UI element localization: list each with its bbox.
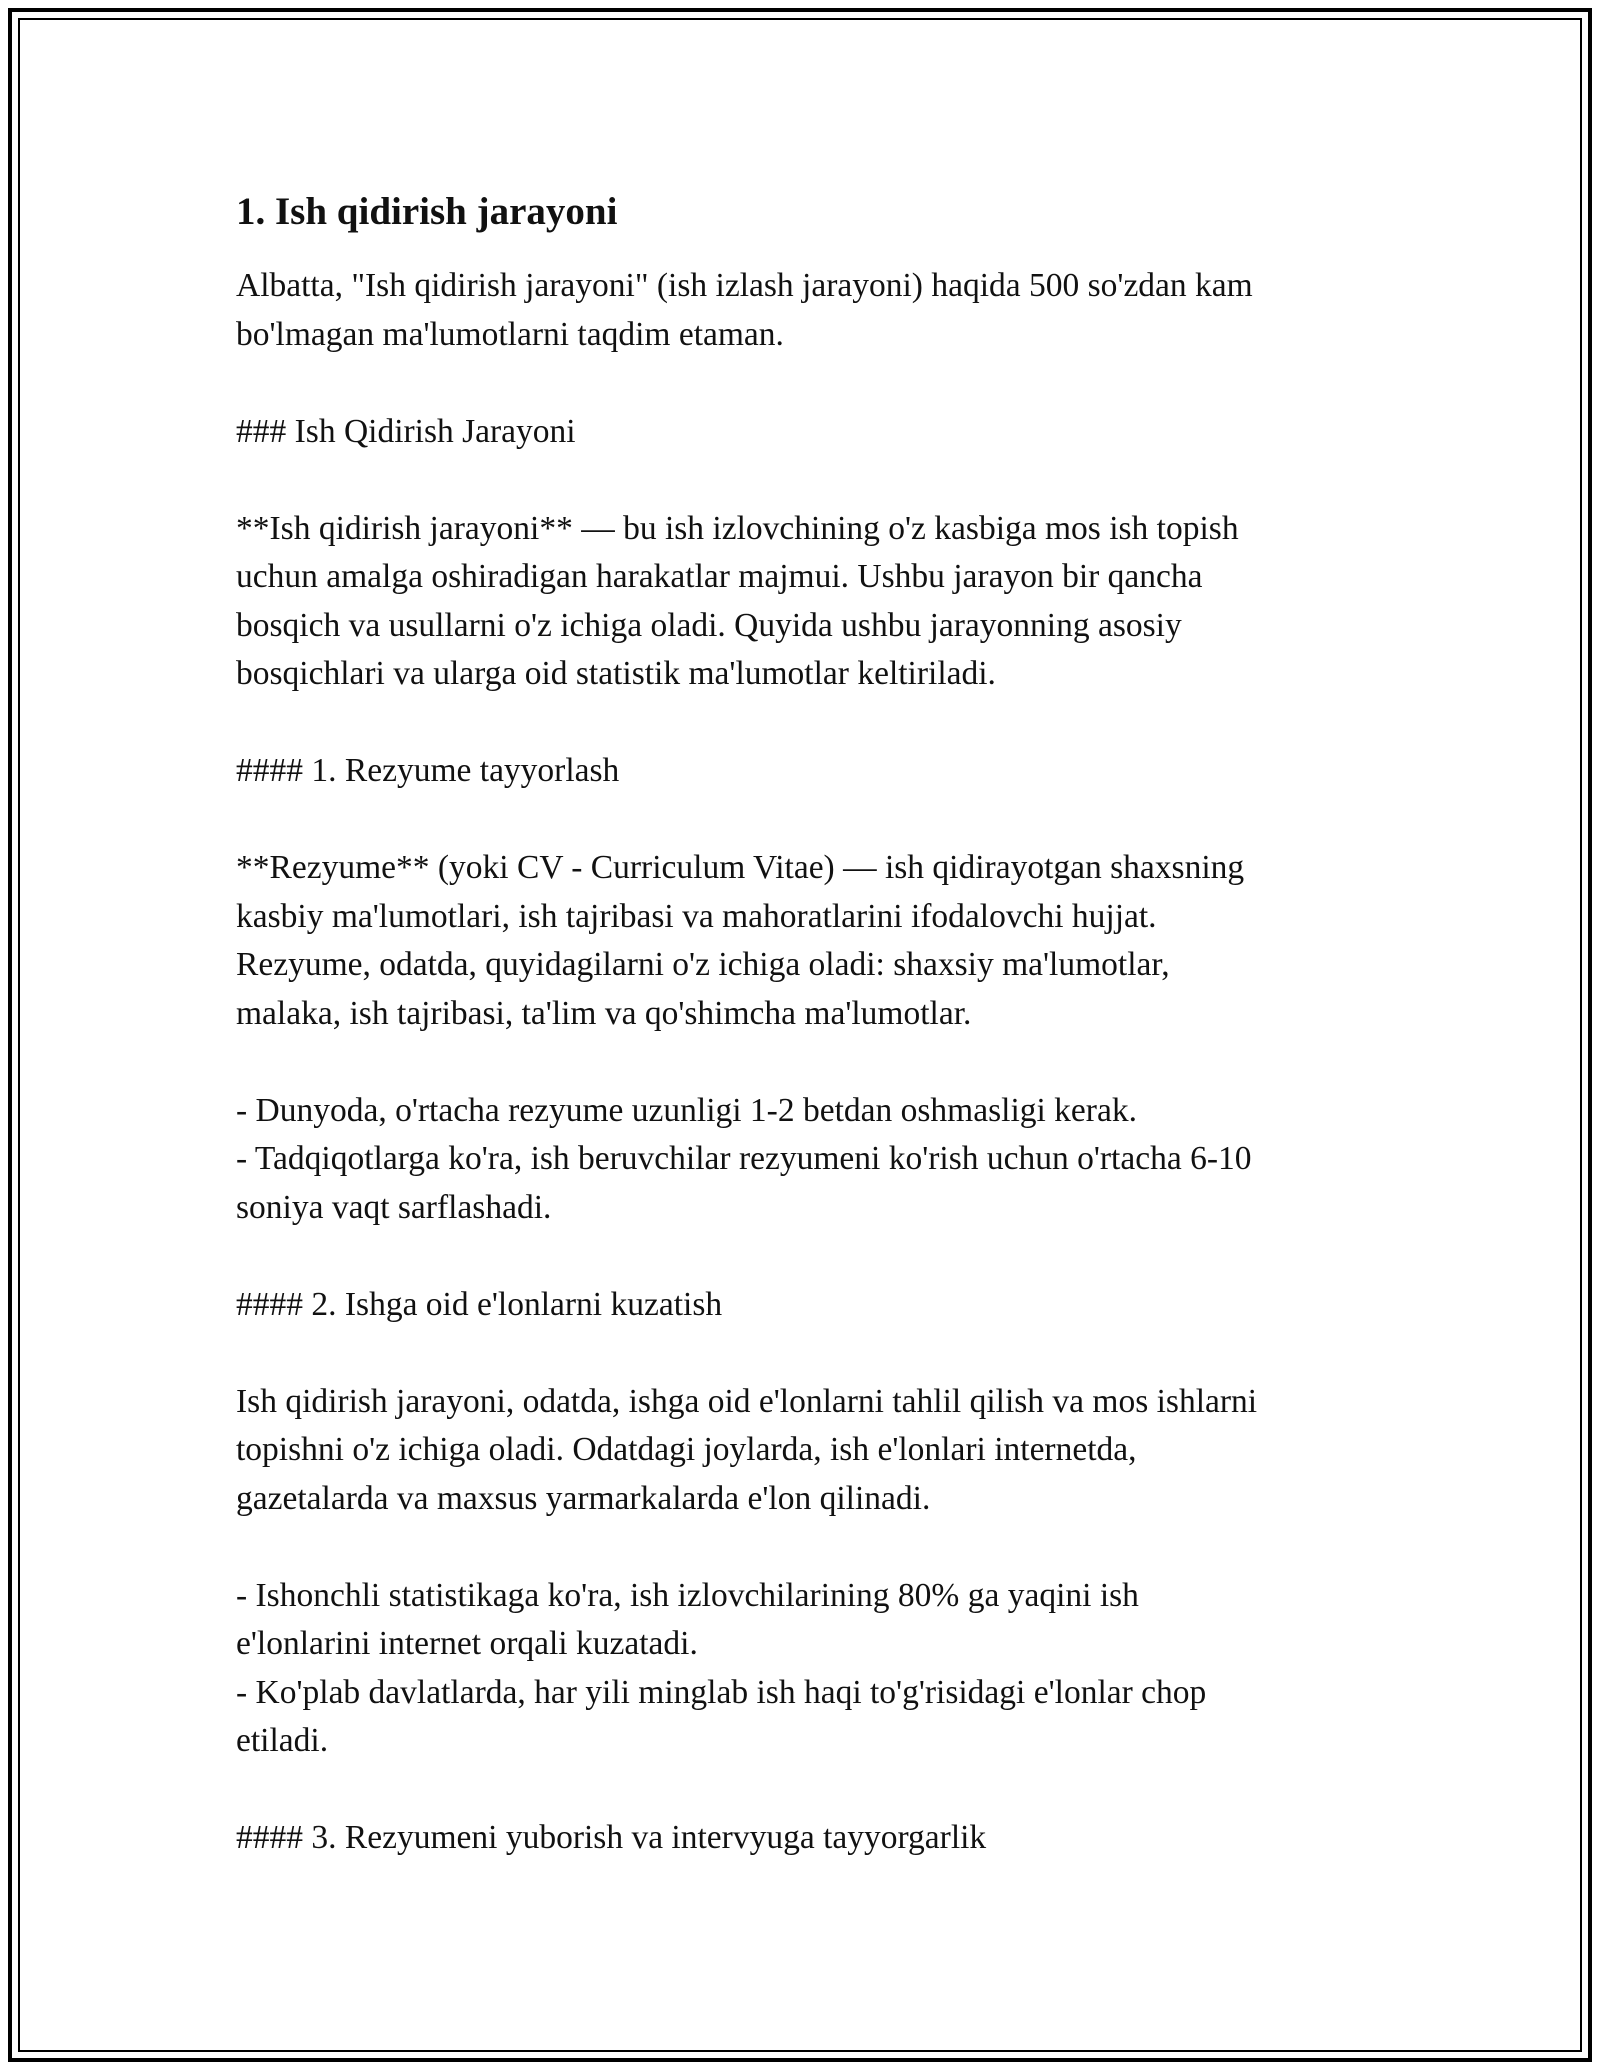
paragraph [236, 844, 1366, 1038]
text-line: #### 1. Rezyume tayyorlash [236, 752, 620, 789]
text-line: - Ishonchli statistikaga ko'ra, ish izlovchilarining 80% ga yaqini ish [236, 1576, 1139, 1614]
text-line: ### Ish Qidirish Jarayoni [236, 412, 576, 450]
text-line: - Ko'plab davlatlarda, har yili minglab ish haqi to'g'risidagi e'lonlar chop [236, 1673, 1207, 1711]
text-line: bosqichlari va ularga oid statistik ma'lumotlar keltiriladi. [236, 655, 996, 692]
paragraph [236, 505, 1366, 699]
text-line: uchun amalga oshiradigan harakatlar majmui. Ushbu jarayon bir qancha [236, 558, 1203, 595]
text-line: topishni o'z ichiga oladi. Odatdagi joylarda, ish e'lonlari internetda, [236, 1431, 1137, 1468]
paragraph [236, 1572, 1366, 1766]
text-line: bo'lmagan ma'lumotlarni taqdim etaman. [236, 315, 784, 353]
paragraph [236, 262, 1366, 359]
text-line: Albatta, "Ish qidirish jarayoni" (ish izlash jarayoni) haqida 500 so'zdan kam [236, 267, 1253, 304]
text-line: e'lonlarini internet orqali kuzatadi. [236, 1625, 698, 1662]
paragraph [236, 747, 1366, 796]
text-line: soniya vaqt sarflashadi. [236, 1188, 552, 1226]
text-line: bosqich va usullarni o'z ichiga oladi. Quyida ushbu jarayonning asosiy [236, 606, 1182, 644]
document-body [236, 184, 1366, 1863]
text-line: - Tadqiqotlarga ko'ra, ish beruvchilar rezyumeni ko'rish uchun o'rtacha 6-10 [236, 1140, 1252, 1177]
text-line: **Ish qidirish jarayoni** — bu ish izlovchining o'z kasbiga mos ish topish [236, 509, 1239, 547]
text-line: - Dunyoda, o'rtacha rezyume uzunligi 1-2 betdan oshmasligi kerak. [236, 1091, 1137, 1129]
paragraph [236, 1281, 1366, 1330]
paragraph-list [236, 262, 1366, 1863]
text-line: kasbiy ma'lumotlari, ish tajribasi va mahoratlarini ifodalovchi hujjat. [236, 897, 1157, 935]
text-line: malaka, ish tajribasi, ta'lim va qo'shimcha ma'lumotlar. [236, 994, 972, 1032]
text-line: Rezyume, odatda, quyidagilarni o'z ichiga oladi: shaxsiy ma'lumotlar, [236, 946, 1170, 983]
paragraph [236, 408, 1366, 457]
text-line: etiladi. [236, 1722, 329, 1759]
text-line: **Rezyume** (yoki CV - Curriculum Vitae) — ish qidirayotgan shaxsning [236, 849, 1245, 886]
paragraph [236, 1378, 1366, 1524]
paragraph [236, 1087, 1366, 1233]
document-title: 1. Ish qidirish jarayoni [236, 190, 618, 233]
text-line: gazetalarda va maxsus yarmarkalarda e'lon qilinadi. [236, 1479, 931, 1517]
text-line: #### 2. Ishga oid e'lonlarni kuzatish [236, 1285, 723, 1323]
text-line: Ish qidirish jarayoni, odatda, ishga oid e'lonlarni tahlil qilish va mos ishlarni [236, 1382, 1258, 1420]
paragraph [236, 1814, 1366, 1863]
text-line: #### 3. Rezyumeni yuborish va intervyuga tayyorgarlik [236, 1819, 987, 1856]
